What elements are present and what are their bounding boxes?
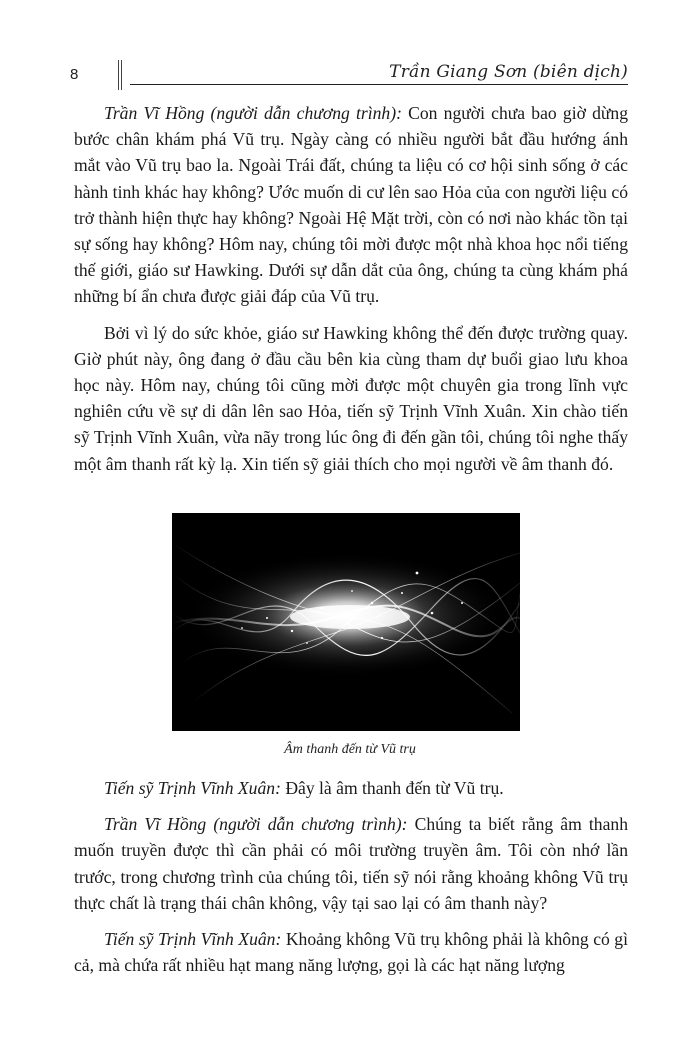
paragraph-text: Khoảng không Vũ trụ không phải là không có gì cả, mà chứa rất nhiều hạt mang năng lượng, gọi là các hạt năng lượng [74, 929, 628, 976]
paragraph-4 [74, 811, 628, 916]
paragraph-text: Chúng ta biết rằng âm thanh muốn truyền được thì cần phải có môi trường truyền âm. Tôi còn nhớ lần trước, trong chương trình của chúng tôi, tiến sỹ nói rằng khoảng không Vũ trụ thực chất là trạng thái chân không, vậy tại sao lại có âm thanh này? [74, 814, 628, 913]
speaker-label: Trần Vĩ Hồng (người dẫn chương trình): [104, 103, 402, 123]
speaker-label: Tiến sỹ Trịnh Vĩnh Xuân: [104, 778, 281, 798]
cosmic-sound-wave-image [172, 513, 520, 731]
paragraph-3 [74, 775, 628, 801]
paragraph-5 [74, 926, 628, 978]
paragraph-text: Đây là âm thanh đến từ Vũ trụ. [280, 778, 504, 798]
header-rule [130, 84, 628, 85]
paragraph-2 [74, 320, 628, 477]
sound-wave-illustration [172, 513, 520, 731]
figure-caption: Âm thanh đến từ Vũ trụ [284, 742, 416, 757]
page-header [70, 60, 628, 90]
header-divider [118, 60, 122, 90]
speaker-label: Trần Vĩ Hồng (người dẫn chương trình): [104, 814, 408, 835]
body-text-bottom [74, 775, 628, 988]
paragraph-text: Con người chưa bao giờ dừng bước chân khám phá Vũ trụ. Ngày càng có nhiều người bắt đầu hướng ánh mắt vào Vũ trụ bao la. Ngoài Trái đất, chúng ta liệu có cơ hội sinh sống ở các hành tinh khác hay không? Ước muốn di cư lên sao Hỏa của con người liệu có trở thành hiện thực hay không? Ngoài Hệ Mặt trời, còn có nơi nào khác tồn tại sự sống hay không? Hôm nay, chúng tôi mời được một nhà khoa học nổi tiếng thế giới, giáo sư Hawking. Dưới sự dẫn dắt của ông, chúng ta cùng khám phá những bí ẩn chưa được giải đáp của Vũ trụ. [74, 103, 628, 307]
paragraph-1 [74, 100, 628, 310]
speaker-label: Tiến sỹ Trịnh Vĩnh Xuân: [104, 929, 282, 950]
paragraph-text: Bởi vì lý do sức khỏe, giáo sư Hawking không thể đến được trường quay. Giờ phút này, ông đang ở đầu cầu bên kia cùng tham dự buổi giao lưu khoa học này. Hôm nay, chúng tôi cũng mời được một chuyên gia trong lĩnh vực nghiên cứu về sự di dân lên sao Hỏa, tiến sỹ Trịnh Vĩnh Xuân. Xin chào tiến sỹ Trịnh Vĩnh Xuân, vừa nãy trong lúc ông đi đến gần tôi, chúng tôi nghe thấy một âm thanh rất kỳ lạ. Xin tiến sỹ giải thích cho mọi người về âm thanh đó. [74, 322, 628, 474]
body-text-top [74, 100, 628, 487]
running-title: Trần Giang Sơn (biên dịch) [389, 62, 628, 82]
page-number: 8 [70, 66, 79, 83]
